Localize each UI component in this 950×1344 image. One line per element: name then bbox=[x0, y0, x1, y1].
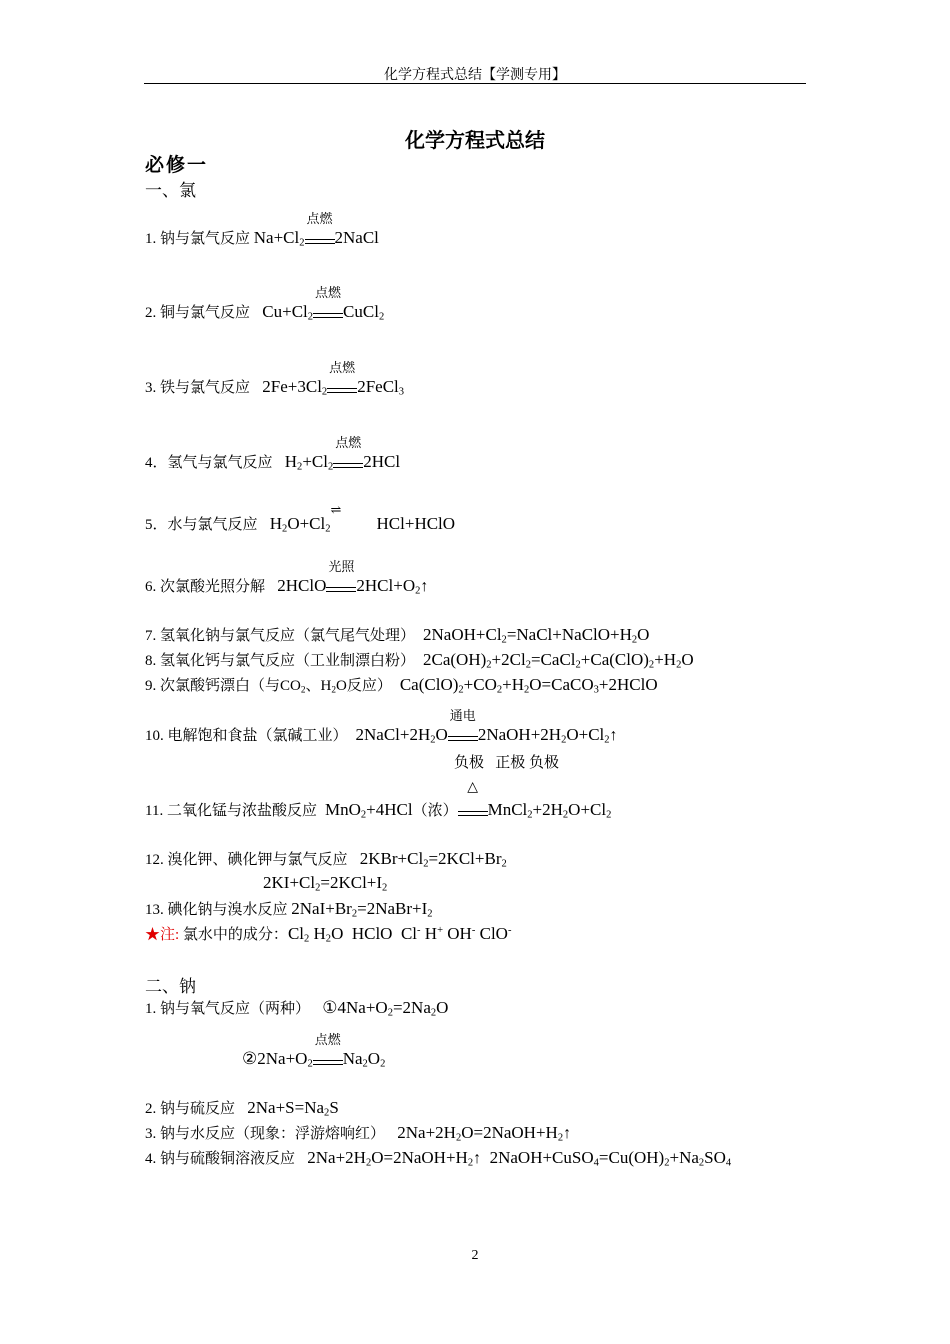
equation-3: 3. 铁与氯气反应 $2Fe+3Cl_2$ 点燃 2FeCl$_3$ bbox=[145, 360, 405, 398]
equation-9: 9. 次氯酸钙漂白（与$CO_2$、$H_2O$反应） $Ca(ClO)_2+CO_2+H_2O=CaCO_3+2HClO$ bbox=[145, 675, 658, 696]
condition-mark: 通电 bbox=[448, 723, 478, 740]
header-rule bbox=[144, 83, 806, 84]
condition-mark: △ bbox=[458, 798, 488, 815]
condition-mark: 点燃 bbox=[333, 450, 363, 467]
equation-5: 5．水与氯气反应 $H_2O+Cl_2$ ⇌ HCl+HClO bbox=[145, 502, 456, 535]
equation-13: 13. 碘化钠与溴水反应 $2NaI+Br_2=2NaBr+I_2$ bbox=[145, 899, 433, 920]
equation-10: 10. 电解饱和食盐（氯碱工业） $2NaCl+2H_2O$ 通电 $2NaOH+2H_2O+Cl_2↑$ bbox=[145, 708, 618, 746]
running-header: 化学方程式总结【学测专用】 bbox=[384, 68, 566, 83]
sodium-equation-4: 4. 钠与硫酸铜溶液反应 $2Na+2H_2O=2NaOH+H_2↑$ $2NaOH+CuSO_4=Cu(OH)_2+Na_2SO_4$ bbox=[145, 1148, 732, 1169]
equation-11: 11. 二氧化锰与浓盐酸反应 MnO$_2$+4HCl（浓） △ $MnCl_2+2H_2O+Cl_2$ bbox=[145, 780, 612, 821]
gas-arrow-icon: ↑ bbox=[473, 1150, 482, 1167]
condition-mark: 光照 bbox=[326, 574, 356, 591]
gas-arrow-icon: ↑ bbox=[609, 727, 618, 744]
sodium-equation-1b: $②2Na+O_2$ 点燃 $Na_2O_2$ bbox=[242, 1032, 386, 1070]
condition-mark: 点燃 bbox=[305, 226, 335, 243]
reversible-arrow-icon: ⇌ bbox=[330, 502, 341, 517]
star-note-label: ★注: bbox=[145, 927, 180, 943]
condition-mark: 点燃 bbox=[313, 300, 343, 317]
sodium-equation-1: 1. 钠与氧气反应（两种） $①4Na+O_2=2Na_2O$ bbox=[145, 998, 449, 1019]
chlorine-water-note: ★注: 氯水中的成分：$Cl_2$ $H_2O$ HClO Cl- H+ OH- ClO- bbox=[145, 924, 512, 945]
condition-mark: 点燃 bbox=[327, 375, 357, 392]
page-title: 化学方程式总结 bbox=[405, 130, 545, 152]
sodium-equation-2: 2. 钠与硫反应 $2Na+S=Na_2S$ bbox=[145, 1098, 339, 1119]
equation-7: 7. 氢氧化钠与氯气反应（氯气尾气处理） $2NaOH+Cl_2=NaCl+NaClO+H_2O$ bbox=[145, 625, 650, 646]
gas-arrow-icon: ↑ bbox=[420, 578, 429, 595]
module-heading: 必修一 bbox=[145, 155, 209, 176]
page-number: 2 bbox=[471, 1248, 479, 1263]
section-heading-chlorine: 一、氯 bbox=[145, 181, 196, 200]
equation-12b: $2KI+Cl_2=2KCl+I_2$ bbox=[263, 873, 388, 894]
equation-4: 4．氢气与氯气反应 $H_2+Cl_2$ 点燃 2HCl bbox=[145, 435, 401, 473]
equation-2: 2. 铜与氯气反应 $Cu+Cl_2$ 点燃 CuCl$_2$ bbox=[145, 285, 385, 323]
sodium-equation-3: 3. 钠与水反应（现象：浮游熔响红） $2Na+2H_2O=2NaOH+H_2↑$ bbox=[145, 1123, 572, 1144]
condition-mark: 点燃 bbox=[313, 1047, 343, 1064]
equation-8: 8. 氢氧化钙与氯气反应（工业制漂白粉） $2Ca(OH)_2+2Cl_2=CaCl_2+Ca(ClO)_2+H_2O$ bbox=[145, 650, 694, 671]
equation-1: 1. 钠与氯气反应 $Na+Cl_2$ 点燃 2NaCl bbox=[145, 211, 379, 249]
electrode-labels: 负极 正极 负极 bbox=[454, 755, 560, 771]
section-heading-sodium: 二、钠 bbox=[145, 977, 196, 996]
equation-6: 6. 次氯酸光照分解 2HClO 光照 $2HCl+O_2↑$ bbox=[145, 559, 429, 597]
equation-12: 12. 溴化钾、碘化钾与氯气反应 $2KBr+Cl_2=2KCl+Br_2$ bbox=[145, 849, 507, 870]
gas-arrow-icon: ↑ bbox=[563, 1125, 572, 1142]
